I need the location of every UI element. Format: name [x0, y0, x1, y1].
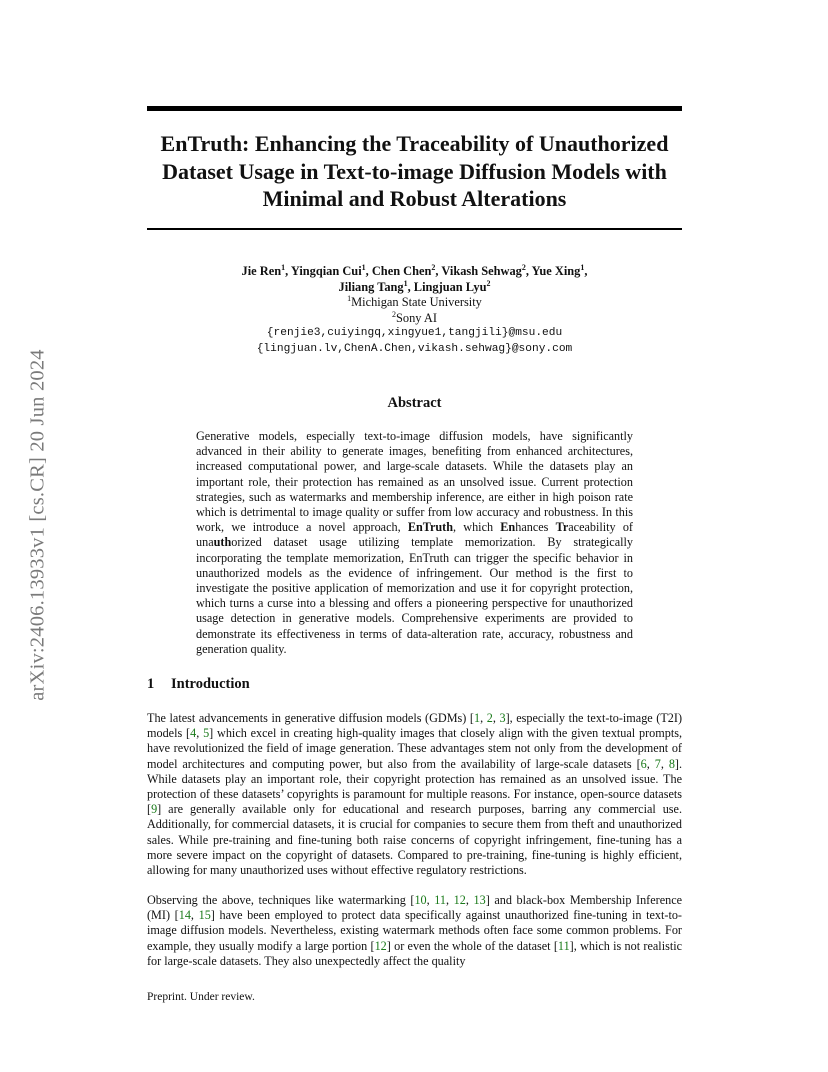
abstract-body: Generative models, especially text-to-image diffusion models, have significantly advanced in their ability to generate images, benefiting from enhanced architectures, increased computational power, and large-scale datasets. While the datasets play an important role, their protection has remained as an unsolved issue. Current protection strategies, such as watermarks and membership inference, are either in high poison rate which is detrimental to image quality or suffer from low accuracy and robustness. In this work, we introduce a novel approach, EnTruth, which Enhances Traceability of unauthorized dataset usage utilizing template memorization. By strategically incorporating the template memorization, EnTruth can trigger the specific behavior in unauthorized models as the evidence of infringement. Our method is the first to investigate the positive application of memorization and use it for copyright protection, which turns a curse into a blessing and offers a pioneering perspective for unauthorized usage detection in generative models. Comprehensive experiments are provided to demonstrate its effectiveness in terms of data-alteration rate, accuracy, robustness and generation quality.	[196, 429, 633, 656]
arxiv-identifier-text: arXiv:2406.13933v1 [cs.CR] 20 Jun 2024	[26, 349, 49, 701]
citation-link[interactable]: 4	[190, 726, 197, 741]
citation-link[interactable]: 6	[640, 756, 647, 771]
citation-link[interactable]: 3	[499, 711, 506, 725]
affiliation-2: $^2$Sony AI	[392, 309, 437, 325]
citation-link[interactable]: 15	[198, 908, 211, 923]
affiliation-1: $^1$Michigan State University	[347, 293, 482, 309]
author-block	[147, 264, 682, 357]
citation-link[interactable]: 12	[453, 893, 466, 907]
section-title: Introduction	[171, 676, 250, 692]
section-number: 1	[147, 676, 155, 692]
email-sony: {lingjuan.lv,ChenA.Chen,vikash.sehwag}@sony.com	[256, 342, 573, 355]
citation-link[interactable]: 5	[203, 726, 210, 741]
citation-link[interactable]: 8	[668, 756, 675, 771]
citation-link[interactable]: 11	[557, 938, 570, 953]
citation-link[interactable]: 10	[414, 893, 427, 907]
citation-link[interactable]: 2	[486, 711, 493, 725]
intro-paragraph-1: The latest advancements in generative diffusion models (GDMs) [1, 2, 3], especially the text-to-image (T2I) models [4, 5] which excel in creating high-quality images that closely align with the given textual prompts, have revolutionized the field of image generation. These advantages stem not only from the development of model architectures and computing power, but also from the availability of large-scale datasets [6, 7, 8]. While datasets play an important role, their copyright protection has remained as an unsolved issue. The protection of these datasets’ copyrights is paramount for multiple reasons. For instance, open-source datasets [9] are generally available only for educational and research purposes, barring any commercial use. Additionally, for commercial datasets, it is crucial for companies to secure them from theft and unauthorized sales. While pre-training and fine-tuning both raise concerns of copyright infringement, fine-tuning has a more severe impact on the copyright of datasets. Compared to pre-training, fine-tuning is highly efficient, allowing for many unauthorized uses without effective regulatory restrictions.	[147, 711, 683, 878]
paper-title: EnTruth: Enhancing the Traceability of Unauthorized Dataset Usage in Text-to-image Diffusion Models with Minimal and Robust Alterations	[160, 131, 669, 211]
author-names-line-2: Jiliang Tang$^1$, Lingjuan Lyu$^2$	[338, 278, 491, 294]
title-top-rule	[147, 106, 682, 111]
citation-link[interactable]: 14	[178, 908, 191, 923]
abstract-heading: Abstract	[387, 395, 442, 411]
citation-link[interactable]: 12	[374, 938, 387, 953]
citation-link[interactable]: 7	[654, 756, 661, 771]
intro-paragraph-2: Observing the above, techniques like watermarking [10, 11, 12, 13] and black-box Membership Inference (MI) [14, 15] have been employed to protect data specifically against unauthorized fine-tuning in text-to-image diffusion models. Nevertheless, existing watermark methods often face some common problems. For example, they usually modify a large portion [12] or even the whole of the dataset [11], which is not realistic for large-scale datasets. They also unexpectedly affect the quality	[147, 893, 683, 968]
preprint-footer: Preprint. Under review.	[147, 991, 255, 1003]
email-msu: {renjie3,cuiyingq,xingyue1,tangjili}@msu.edu	[266, 327, 563, 339]
citation-link[interactable]: 13	[473, 893, 486, 907]
citation-link[interactable]: 9	[151, 802, 158, 817]
citation-link[interactable]: 11	[434, 893, 447, 907]
arxiv-identifier-stamp	[26, 290, 50, 760]
title-bottom-rule	[147, 228, 682, 230]
section-heading-introduction	[147, 676, 682, 693]
citation-link[interactable]: 1	[474, 711, 481, 725]
author-names-line-1: Jie Ren$^1$, Yingqian Cui$^1$, Chen Chen$^2$, Vikash Sehwag$^2$, Yue Xing$^1$,	[241, 262, 588, 278]
